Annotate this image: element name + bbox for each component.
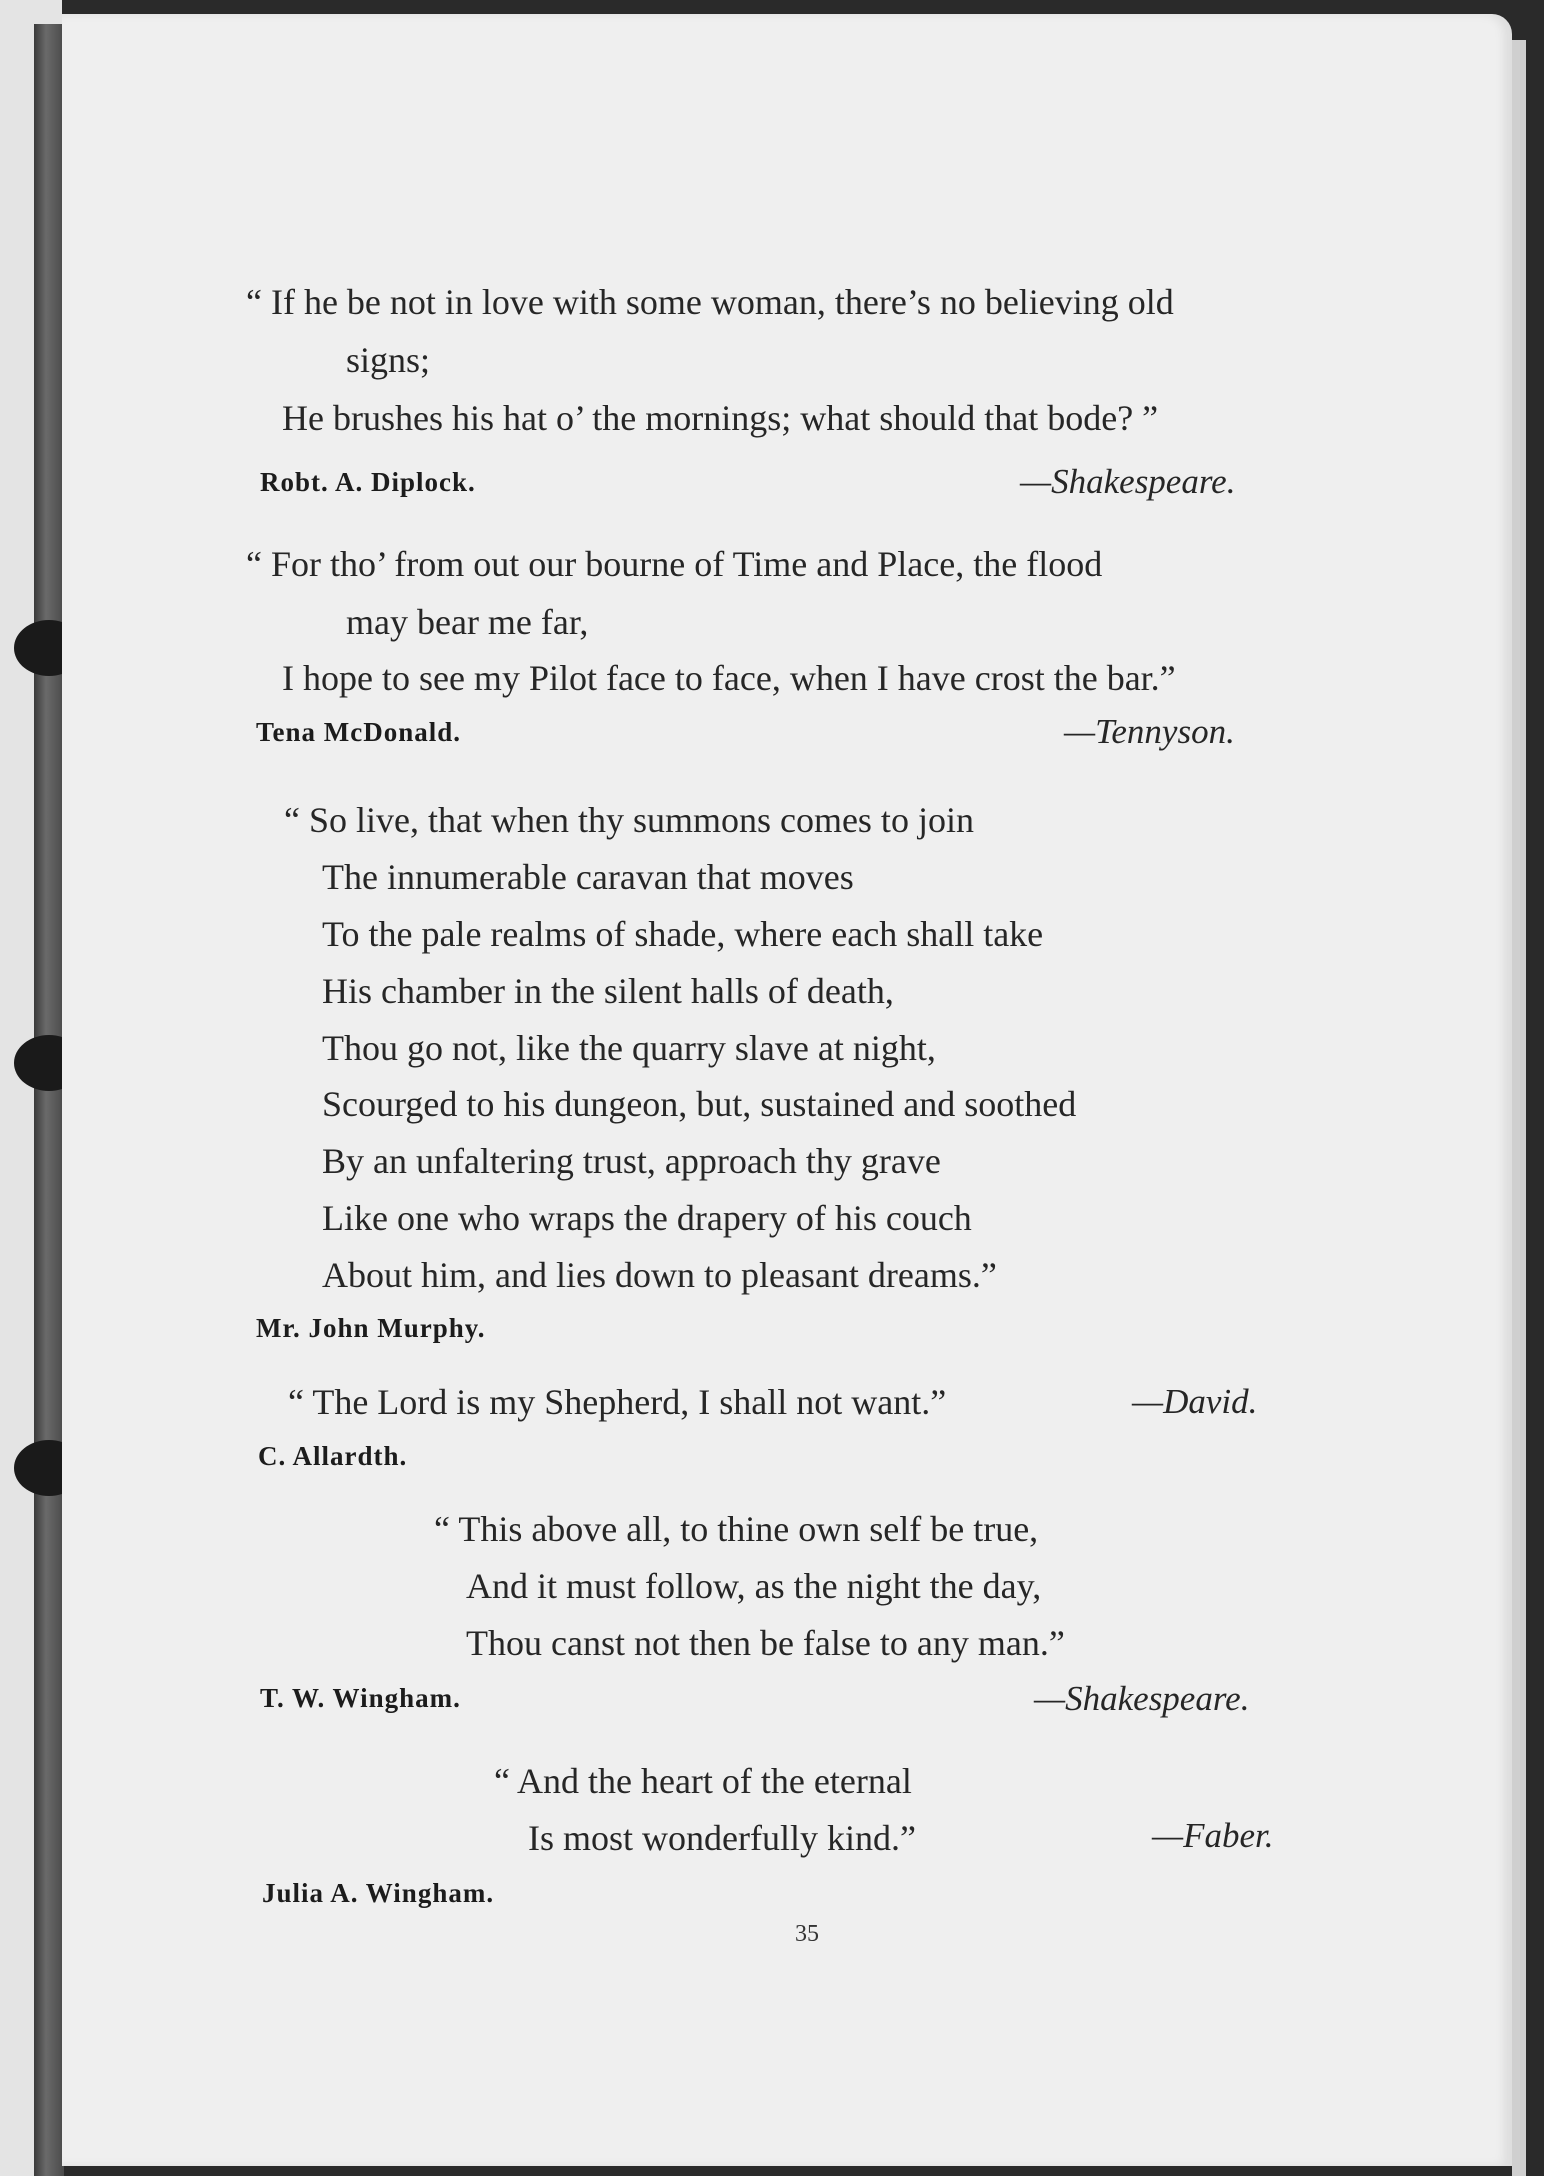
contributor-name: Tena McDonald. bbox=[256, 717, 462, 747]
page-number: 35 bbox=[795, 1921, 819, 1947]
quote-line: About him, and lies down to pleasant dreams.” bbox=[322, 1255, 997, 1295]
quote-line: “ If he be not in love with some woman, there’s no believing old bbox=[246, 282, 1174, 322]
quote-line: Scourged to his dungeon, but, sustained and soothed bbox=[322, 1084, 1077, 1124]
contributor-name: C. Allardth. bbox=[258, 1441, 408, 1471]
quote-line: By an unfaltering trust, approach thy grave bbox=[322, 1141, 941, 1181]
quote-line: To the pale realms of shade, where each shall take bbox=[322, 914, 1044, 954]
page-edge bbox=[1512, 40, 1526, 2176]
quote-line: Thou canst not then be false to any man.” bbox=[466, 1623, 1065, 1663]
quote-line: Like one who wraps the drapery of his couch bbox=[322, 1198, 972, 1238]
quote-line: “ And the heart of the eternal bbox=[494, 1761, 912, 1801]
quote-line: I hope to see my Pilot face to face, when I have crost the bar.” bbox=[282, 658, 1176, 698]
document-page bbox=[62, 14, 1512, 2166]
quote-line: Thou go not, like the quarry slave at night, bbox=[322, 1028, 936, 1068]
quote-line: The innumerable caravan that moves bbox=[322, 857, 854, 897]
contributor-name: Julia A. Wingham. bbox=[262, 1878, 495, 1908]
quote-line: signs; bbox=[346, 340, 431, 380]
attribution: —Tennyson. bbox=[1064, 712, 1235, 751]
attribution: —Faber. bbox=[1152, 1816, 1274, 1855]
quote-line: And it must follow, as the night the day, bbox=[466, 1566, 1042, 1606]
contributor-name: T. W. Wingham. bbox=[260, 1683, 461, 1713]
quote-line: Is most wonderfully kind.” bbox=[528, 1818, 916, 1858]
attribution: —David. bbox=[1132, 1382, 1258, 1421]
quote-line: His chamber in the silent halls of death, bbox=[322, 971, 894, 1011]
contributor-name: Mr. John Murphy. bbox=[256, 1313, 486, 1343]
quote-line: “ The Lord is my Shepherd, I shall not want.” bbox=[288, 1382, 947, 1422]
quote-line: “ This above all, to thine own self be true, bbox=[434, 1509, 1039, 1549]
contributor-name: Robt. A. Diplock. bbox=[260, 467, 476, 497]
quote-line: may bear me far, bbox=[346, 602, 589, 642]
binding-spine bbox=[34, 24, 64, 2176]
quote-line: He brushes his hat o’ the mornings; what should that bode? ” bbox=[282, 398, 1159, 438]
attribution: —Shakespeare. bbox=[1020, 462, 1236, 501]
quote-line: “ So live, that when thy summons comes to join bbox=[284, 800, 974, 840]
attribution: —Shakespeare. bbox=[1034, 1679, 1250, 1718]
quote-line: “ For tho’ from out our bourne of Time and Place, the flood bbox=[246, 544, 1103, 584]
